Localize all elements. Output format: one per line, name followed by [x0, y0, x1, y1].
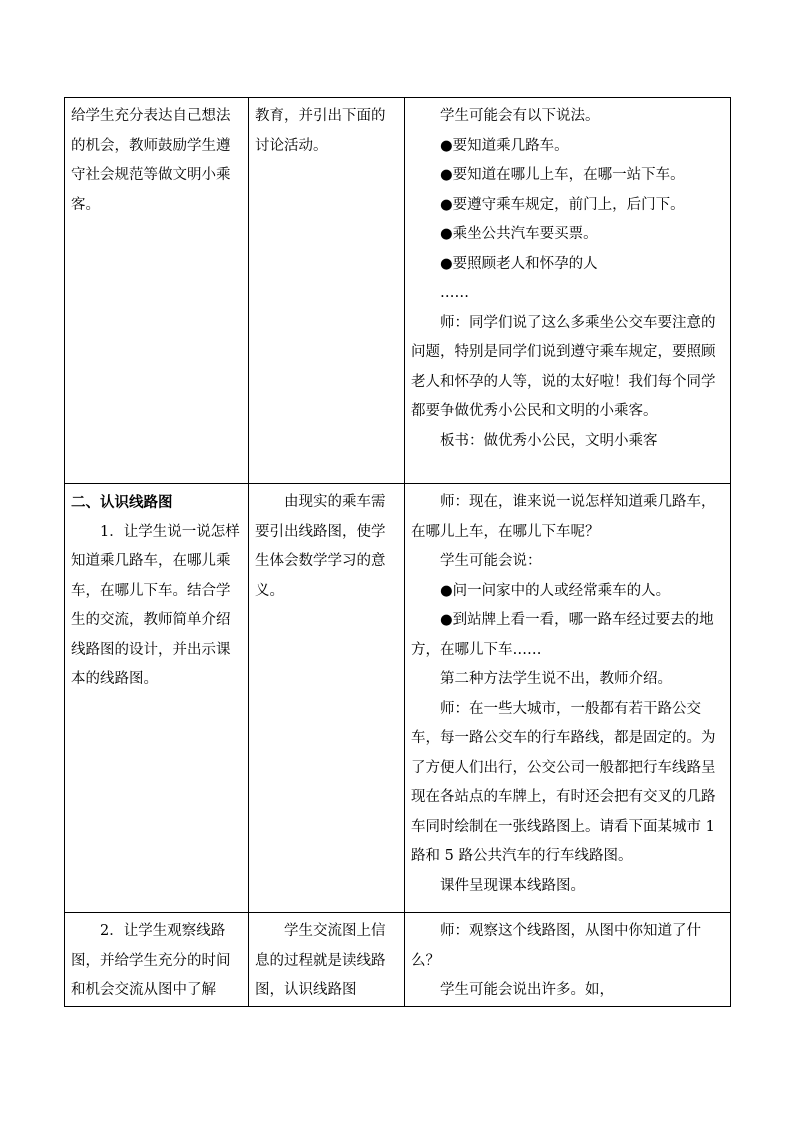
intent-cell [249, 98, 405, 484]
process-paragraph: 师：观察这个线路图，从图中你知道了什么？ [411, 923, 701, 969]
process-paragraph: 学生可能会说： [440, 553, 542, 569]
process-bullet: ●乘坐公共汽车要买票。 [440, 226, 598, 242]
process-paragraph: 学生可能会说出许多。如， [440, 982, 614, 998]
activity-text: 给学生充分表达自己想法的机会，教师鼓励学生遵守社会规范等做文明小乘客。 [71, 108, 231, 213]
table-row [65, 484, 731, 913]
activity-cell [65, 98, 249, 484]
process-paragraph: 师：在一些大城市，一般都有若干路公交车，每一路公交车的行车路线，都是固定的。为了方便人们出行，公交公司一般都把行车线路呈现在各站点的车牌上，有时还会把有交叉的几路车同时绘制在一张线路图上。请看下面某城市 1 路和 5 路公共汽车的行车线路图。 [411, 700, 716, 864]
process-cell [405, 98, 731, 484]
activity-text: 2．让学生观察线路图，并给学生充分的时间和机会交流从图中了解 [71, 923, 231, 998]
intent-text: 学生交流图上信息的过程就是读线路图，认识线路图 [255, 923, 386, 998]
process-cell [405, 484, 731, 913]
process-bullet: ●要照顾老人和怀孕的人 [440, 255, 598, 272]
process-bullet: ●要遵守乘车规定，前门上，后门下。 [440, 196, 685, 213]
process-bullet: ●要知道乘几路车。 [440, 137, 569, 154]
intent-text: 由现实的乘车需要引出线路图，使学生体会数学学习的意义。 [255, 494, 386, 599]
process-cell [405, 913, 731, 1007]
section-heading: 二、认识线路图 [71, 494, 173, 511]
process-paragraph: 板书：做优秀小公民，文明小乘客 [440, 432, 658, 449]
activity-text: 1．让学生说一说怎样知道乘几路车，在哪儿乘车，在哪儿下车。结合学生的交流，教师简单介绍线路图的设计，并出示课本的线路图。 [71, 523, 240, 687]
process-bullet: ●要知道在哪儿上车，在哪一站下车。 [440, 167, 685, 183]
table-row [65, 98, 731, 484]
lesson-plan-table [64, 97, 731, 1007]
process-paragraph: 课件呈现课本线路图。 [440, 877, 585, 894]
intent-cell [249, 913, 405, 1007]
process-ellipsis: …… [440, 285, 469, 301]
process-bullet: ●到站牌上看一看，哪一路车经过要去的地方，在哪儿下车…… [411, 612, 714, 658]
process-paragraph: 学生可能会有以下说法。 [440, 108, 600, 124]
process-paragraph: 师：同学们说了这么多乘坐公交车要注意的问题，特别是同学们说到遵守乘车规定，要照顾老人和怀孕的人等，说的太好啦！我们每个同学都要争做优秀小公民和文明的小乘客。 [411, 314, 716, 419]
activity-cell [65, 913, 249, 1007]
process-paragraph: 第二种方法学生说不出，教师介绍。 [440, 671, 672, 687]
table-row [65, 913, 731, 1007]
intent-text: 教育，并引出下面的讨论活动。 [255, 108, 386, 154]
process-paragraph: 师：现在，谁来说一说怎样知道乘几路车，在哪儿上车，在哪儿下车呢？ [411, 494, 716, 540]
process-bullet: ●问一问家中的人或经常乘车的人。 [440, 582, 671, 599]
activity-cell [65, 484, 249, 913]
intent-cell [249, 484, 405, 913]
